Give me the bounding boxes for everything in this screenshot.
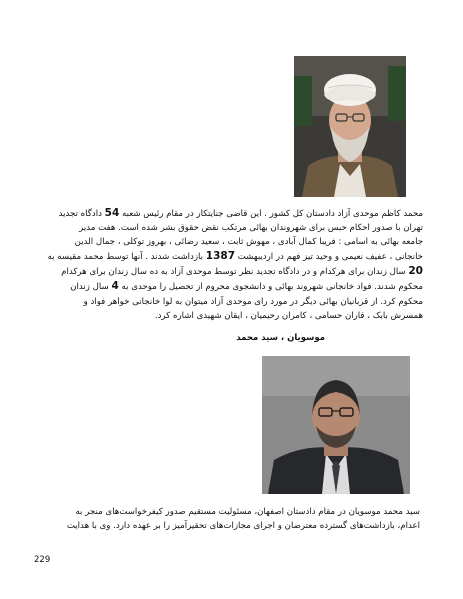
article1-line-4: خانجانی ، عفیف نعیمی و وحید تیز فهم در اردیبهشت 1387 بازداشت شدند . آنها توسط محمد مقیسه به xyxy=(47,250,423,263)
portrait-movahedi-azad xyxy=(294,56,406,197)
article1-line-1: محمد کاظم موحدی آزاد دادستان کل کشور . این قاضی جنایتکار در مقام رئیس شعبه 54 دادگاه تجدید xyxy=(58,207,423,219)
article1-line-8: همسرش بابک ، قاران حسامی ، کامران رحیمیان ، ایقان شهیدی اشاره کرد. xyxy=(154,310,423,321)
article1-line-3: جامعه بهائی به اسامی : فریبا کمال آبادی ، مهوش ثابت ، سعید رضائی ، بهروز توکلی ، جمال الدین xyxy=(74,237,423,248)
article1-line-2: تهران با صدور احکام حبس برای شهروندان بهائی مرتکب نقض حقوق بشر شده است. هفت مدیر xyxy=(79,223,423,234)
article1-line-7: محکوم کرد. از قربانیان بهائی دیگر در مورد رای موحدی آزاد میتوان به لوا خانجانی خواهر فواد و xyxy=(83,296,423,307)
page-number: 229 xyxy=(34,555,51,565)
section-heading-mousavian: موسویان ، سید محمد xyxy=(236,333,325,343)
portrait-mousavian xyxy=(262,356,410,494)
article-mousavian xyxy=(20,505,420,533)
portrait-movahedi-azad-image xyxy=(294,56,406,197)
article1-line-6: محکوم شدند. فواد خانجانی شهروند بهائی و دانشجوی محروم از تحصیل را موحدی به 4 سال زندان xyxy=(70,280,423,293)
article2-line-2: اعدام، بازداشت‌های گسترده معترضان و اجرای مجازات‌های تحقیرآمیز را بر عهده دارد. وی با هدایت xyxy=(66,521,420,532)
portrait-mousavian-image xyxy=(262,356,410,494)
article1-line-5: 20 سال زندان برای هرکدام و در دادگاه تجدید نظر توسط موحدی آزاد به ده سال زندان برای هرکدام xyxy=(61,265,423,278)
article-movahedi-azad xyxy=(24,206,423,323)
article2-line-1: سید محمد موسویان در مقام دادستان اصفهان، مسئولیت مستقیم صدور کیفرخواست‌های منجر به xyxy=(75,507,420,517)
